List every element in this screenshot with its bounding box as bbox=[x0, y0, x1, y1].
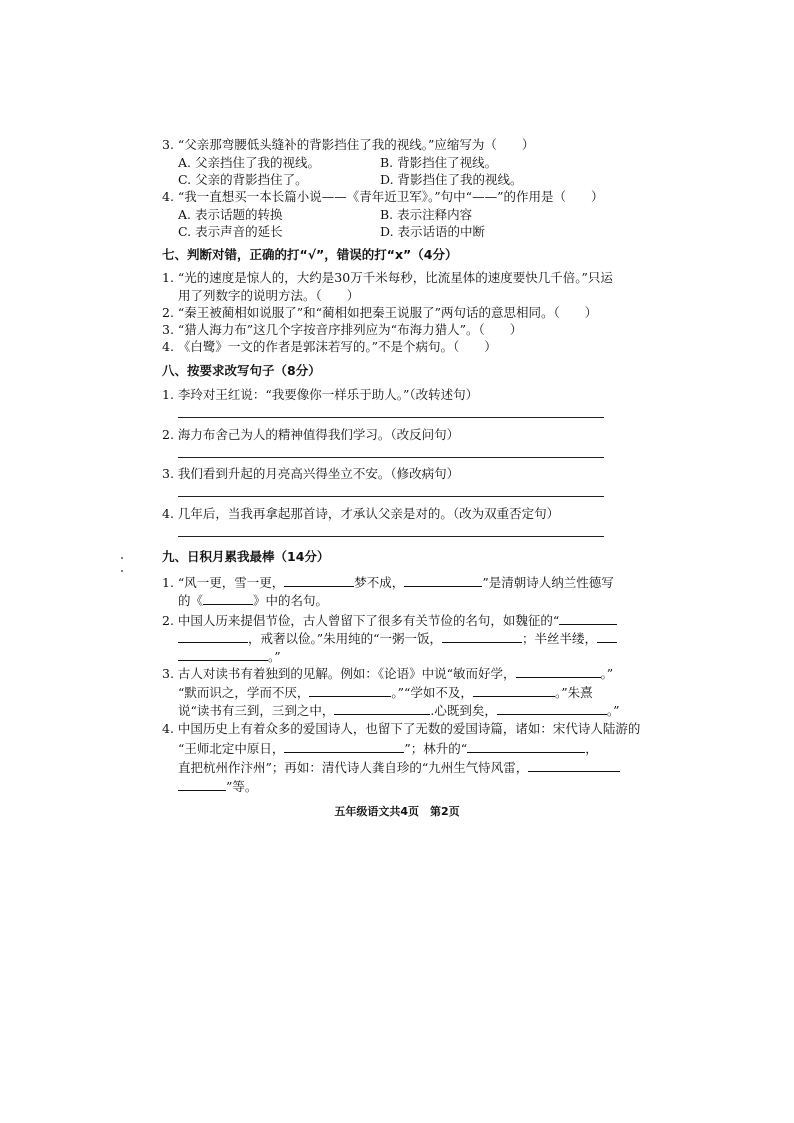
sec7-item-3: 3. “猎人海力布”这几个字按音序排列应为“布海力猎人”。（ ） bbox=[162, 322, 523, 337]
sec7-item-1-line1: 1. “光的速度是惊人的，大约是30万千米每秒，比流星体的速度要快几千倍。”只运 bbox=[162, 270, 613, 285]
text-segment: 。”朱熹 bbox=[554, 685, 593, 700]
sec8-item-4: 4. 几年后，当我再拿起那首诗，才承认父亲是对的。（改为双重否定句） bbox=[162, 506, 560, 521]
fill-blank[interactable] bbox=[467, 740, 585, 753]
text-segment: 直把杭州作汴州”；再如：清代诗人龚自珍的“九州生气恃风雷， bbox=[178, 760, 529, 775]
text-segment: ， bbox=[585, 741, 598, 756]
sec9-item-2-line2 bbox=[178, 630, 617, 647]
text-segment: ”等。 bbox=[226, 779, 258, 794]
fill-blank[interactable] bbox=[597, 630, 617, 643]
fill-blank[interactable] bbox=[528, 759, 620, 772]
text-segment: ；半丝半缕， bbox=[522, 631, 598, 646]
sec9-item-2-line3 bbox=[178, 648, 281, 665]
text-segment: 3. 古人对读书有着独到的见解。例如：《论语》中说“敏而好学， bbox=[162, 666, 516, 681]
fill-blank[interactable] bbox=[309, 684, 391, 697]
q3-option-d: D. 背影挡住了我的视线。 bbox=[380, 172, 523, 187]
fill-blank[interactable] bbox=[203, 592, 253, 605]
text-segment: ”是清朝诗人纳兰性德写 bbox=[482, 575, 614, 590]
fill-blank[interactable] bbox=[516, 665, 601, 678]
text-segment: .心既到矣， bbox=[430, 703, 497, 718]
answer-line-1[interactable] bbox=[178, 417, 604, 418]
fill-blank[interactable] bbox=[284, 574, 354, 587]
fill-blank[interactable] bbox=[178, 648, 268, 661]
text-segment: 的《 bbox=[178, 593, 204, 608]
sec9-item-2-line1 bbox=[162, 612, 617, 629]
fill-blank[interactable] bbox=[497, 702, 607, 715]
sec9-item-4-line1: 4. 中国历史上有着众多的爱国诗人，也留下了无数的爱国诗篇，诸如：宋代诗人陆游的 bbox=[162, 721, 641, 736]
answer-line-4[interactable] bbox=[178, 536, 604, 537]
section-9-title: 九、日积月累我最棒（14分） bbox=[162, 549, 330, 564]
q3-option-b: B. 背影挡住了视线。 bbox=[380, 155, 498, 170]
fill-blank[interactable] bbox=[404, 574, 482, 587]
q4-option-b: B. 表示注释内容 bbox=[380, 207, 473, 222]
scan-speck bbox=[121, 570, 123, 572]
q4-stem: 4. “我一直想买一本长篇小说——《青年近卫军》。”句中“——”的作用是（ ） bbox=[162, 189, 604, 204]
text-segment: 梦不成， bbox=[354, 575, 405, 590]
sec9-item-3-line1 bbox=[162, 665, 613, 682]
answer-line-2[interactable] bbox=[178, 457, 604, 458]
sec7-item-1-line2: 用了列数字的说明方法。（ ） bbox=[178, 288, 360, 303]
sec8-item-3: 3. 我们看到升起的月亮高兴得坐立不安。（修改病句） bbox=[162, 466, 460, 481]
section-7-title: 七、判断对错，正确的打“√”，错误的打“x”（4分） bbox=[162, 247, 458, 262]
fill-blank[interactable] bbox=[178, 630, 248, 643]
sec9-item-4-line4 bbox=[178, 778, 257, 795]
text-segment: “默而识之，学而不厌， bbox=[178, 685, 310, 700]
sec7-item-4: 4. 《白鹭》一文的作者是郭沫若写的。”不是个病句。（ ） bbox=[162, 339, 497, 354]
fill-blank[interactable] bbox=[284, 740, 404, 753]
answer-line-3[interactable] bbox=[178, 496, 604, 497]
text-segment: 。”“学如不及， bbox=[391, 685, 473, 700]
fill-blank[interactable] bbox=[178, 778, 226, 791]
sec8-item-1: 1. 李玲对王红说：“我要像你一样乐于助人。”（改转述句） bbox=[162, 387, 479, 402]
page-footer: 五年级语文共4页 第2页 bbox=[334, 805, 460, 818]
fill-blank[interactable] bbox=[334, 702, 430, 715]
text-segment: ，戒奢以俭。”朱用纯的“一粥一饭， bbox=[248, 631, 443, 646]
text-segment: 。” bbox=[606, 703, 620, 718]
fill-blank[interactable] bbox=[473, 684, 555, 697]
q3-option-c: C. 父亲的背影挡住了。 bbox=[178, 172, 308, 187]
sec9-item-1-line1 bbox=[162, 574, 614, 591]
sec8-item-2: 2. 海力布舍己为人的精神值得我们学习。（改反问句） bbox=[162, 427, 460, 442]
scan-speck bbox=[121, 557, 123, 559]
sec7-item-2: 2. “秦王被蔺相如说服了”和“蔺相如把秦王说服了”两句话的意思相同。（ ） bbox=[162, 305, 598, 320]
fill-blank[interactable] bbox=[442, 630, 522, 643]
q4-option-d: D. 表示话语的中断 bbox=[380, 224, 486, 239]
text-segment: “王师北定中原日， bbox=[178, 741, 285, 756]
fill-blank[interactable] bbox=[559, 612, 617, 625]
text-segment: ”；林升的“ bbox=[404, 741, 468, 756]
q3-stem: 3. “父亲那弯腰低头缝补的背影挡住了我的视线。”应缩写为（ ） bbox=[162, 137, 535, 152]
text-segment: 》中的名句。 bbox=[253, 593, 329, 608]
sec9-item-3-line3 bbox=[178, 702, 620, 719]
text-segment: 1. “风一更，雪一更， bbox=[162, 575, 285, 590]
sec9-item-4-line3 bbox=[178, 759, 620, 776]
sec9-item-4-line2 bbox=[178, 740, 598, 757]
section-8-title: 八、按要求改写句子（8分） bbox=[162, 363, 321, 378]
q4-option-a: A. 表示话题的转换 bbox=[178, 207, 283, 222]
text-segment: 。” bbox=[600, 666, 614, 681]
text-segment: 说“读书有三到，三到之中， bbox=[178, 703, 335, 718]
text-segment: 。” bbox=[268, 649, 281, 664]
q4-option-c: C. 表示声音的延长 bbox=[178, 224, 283, 239]
sec9-item-1-line2 bbox=[178, 592, 328, 609]
text-segment: 2. 中国人历来提倡节俭，古人曾留下了很多有关节俭的名句，如魏征的“ bbox=[162, 613, 560, 628]
sec9-item-3-line2 bbox=[178, 684, 593, 701]
q3-option-a: A. 父亲挡住了我的视线。 bbox=[178, 155, 320, 170]
